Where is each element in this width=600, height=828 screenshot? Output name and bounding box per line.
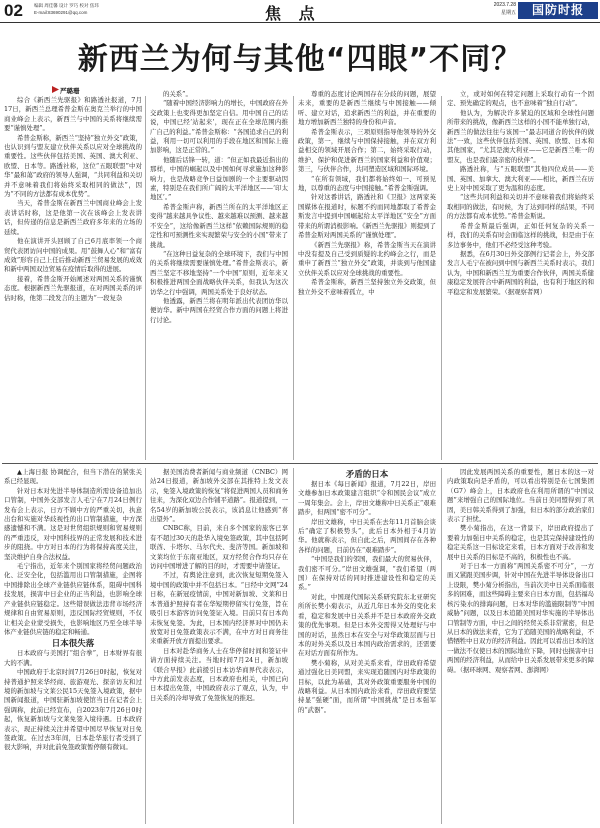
paragraph: 据悉，在6月30日外交部例行记者会上，外交部发言人毛宁在被问到中国与新西兰关系时表示，我们认为，中国和新西兰互为重要合作伙伴，两国关系健康稳定发展符合中新两国的利益，也有利于地区的和平稳定和发展繁荣。（据观察者网） bbox=[447, 249, 594, 296]
paragraph-list bbox=[298, 90, 436, 297]
paragraph-list bbox=[4, 468, 142, 637]
paragraph: 的关系”。 bbox=[163, 90, 192, 98]
author-icon bbox=[52, 86, 59, 93]
editors-info bbox=[34, 2, 99, 16]
main-headline: 新西兰为何与其他“四眼”不同？ bbox=[77, 42, 523, 77]
article2-col1 bbox=[4, 468, 142, 826]
column-rule bbox=[293, 96, 294, 460]
article2-col4 bbox=[447, 468, 594, 826]
paragraph: 中国政府于北京时间7月26日0时起，恢复对持普通护照来华经商、旅游观光、探亲访友和过境的新加坡与文莱公民15天免签入境政策，据中国新闻报道，中国驻新加坡使馆当日在记者会上强调称，此前已经宣布，自2023年7月26日0时起，恢复新加坡与文莱免签入境待遇。日本政府表示，现正持续关注并希望中国尽早恢复对日免签政策。在过去3年间，日本赴华旅行者受到了很大影响，并对此前免签政策暂停颇有微词。 bbox=[4, 668, 142, 752]
paragraph: 对于日本一方面称“两国关系密不可分”，一方面又紧跟美国步调，针对中国在先进半导体设备出口上设限，樊小菊分析指出，当前次美中日关系面临很多的困难，而这些障碍主要来自日本方面，包括福岛核污染水的排海问题，日本对华的滥施限制等“中国威胁”问题，以及日本追随美国对华实施的半导体出口管制等方面，中日之间的经贸关系非常紧密，但是从日本的做法来看，它为了追随美国的战略利益，不惜牺牲中日双方的经济利益。因此可以看出日本的这一做法不仅使日本的国际地位下降，同时也损害中日两国的经济利益，从而给中日关系发展带来更多的障碍。（据环球网、观察者网、澎湃网） bbox=[447, 562, 594, 674]
page-number: 02 bbox=[4, 1, 23, 20]
article1-col1 bbox=[4, 96, 142, 460]
paragraph: 当天，希普金斯在新西兰中国商业峰会上发表讲话时称，这是他第一次在该峰会上发表讲话，但传递的信息是新西兰政府多年来的立场的延续。 bbox=[4, 199, 142, 236]
paragraph: 他随后话锋一转，道：“但正如我最近指出的那样，中国的崛起以及中国如何寻求施加这种影响力，也是战略竞争日益加剧的一个主要驱动因素，特别是在我们所广阔的太平洋地区——‘印太地区’。” bbox=[150, 155, 288, 202]
paragraph-list bbox=[447, 468, 594, 675]
paragraph: 因此发展两国关系的重要性，题日本的这一对内政策取向是矛盾的，可以看出特别是在七国集团（G7）峰会上，日本政府也在利用所谓的“中国议题”来增强自己的国际地位。当前日美同盟得到了巩固，美日韩关系得到了加强，但日本的部分政治家们表示了担忧。 bbox=[447, 468, 594, 524]
paragraph-list bbox=[4, 96, 142, 303]
paragraph-list bbox=[447, 90, 594, 297]
byline: 严璐珊 bbox=[60, 87, 80, 95]
paragraph: “在这种日益复杂的全球环境下，我们与中国的关系将继续需要谨慎处理。”希普金斯表示，新西兰坚定不移地坚持“一个中国”原则，近年来又积极推进两国全面战略伙伴关系，但我认为这次访华之行中强调，两国关系处于良好状态。 bbox=[150, 249, 288, 296]
column-rule bbox=[145, 96, 146, 460]
article1-col2 bbox=[150, 90, 288, 460]
article-divider bbox=[2, 463, 598, 464]
paragraph-list bbox=[298, 480, 436, 715]
subhead: 矛盾的日本 bbox=[345, 470, 389, 480]
paragraph: 岸田文雄称，中日关系在去年11月首脑会谈后“确定了积极势头”，此后日本外相于4月访华。他就称表示，但自此之后，两国间存在各种各样的问题，目前仍在“艰难踏步”。 bbox=[298, 517, 436, 554]
issue-date: 2023.7.28 bbox=[493, 2, 516, 8]
paragraph: 立，或对如何在特定问题上采取行动有一个固定、预先确定的观点，也不意味着“独自行动”。 bbox=[447, 90, 594, 108]
paragraph: 据美国消费者新闻与商业频道（CNBC）网站24日报道，新加坡外交部在其推特上发文表示，免签入境政策的恢复“将促进两国人员和商务往来，为深化双边合作铺平道路”。报道提到，一名54岁的新加坡公民表示，该消息让他感到“喜出望外”。 bbox=[150, 468, 288, 524]
article1-col3 bbox=[298, 90, 436, 460]
paragraph: 毛宁指出，近年来个别国家将经贸问题政治化、泛安全化，包括滥用出口管制措施，企图将中国排除出全球产业链供应链体系，阻碍中国科技发展，损害中日企业的正当利益，也影响全球产业链供应链稳定。这些错误做法违背市场经济规律和自由贸易原则，违反国际经贸规则，不仅让相关企业蒙受损失，也影响地区乃至全球半导体产业链供应链的稳定和畅通。 bbox=[4, 562, 142, 636]
paragraph: 《新西兰先驱报》称，希普金斯当天在演讲中没有提及自己受到质疑的北约峰会之行，而是重申了新西兰“独立外交”政策，并谈到与他国建立伙伴关系以应对全球挑战的重要性。 bbox=[298, 240, 436, 277]
paragraph: 对此，中国现代国际关系研究院东北亚研究所所长樊小菊表示，从近几年日本外交的变化来看，稳定和发展中日关系并不是日本政府外交政策的优先事项。但是日本外交需得又处理好与中国的对话，虽然日本在安全与对华政策层面与日本的对外关系以及日本国内政治需求的，还需要在对话方面有所作为。 bbox=[298, 592, 436, 658]
article1-col4 bbox=[447, 90, 594, 460]
paragraph: 希普金斯最后强调，正如任何复杂的关系一样，我们的关系有时会面临这样的挑战，但是由于在多边事务中，他们不必经受这种考验。 bbox=[447, 221, 594, 249]
paragraph: 希普金斯声称，新西兰所在的太平洋地区正变得“越来越具争议性、越来越难以预测、越来越不安全”，这给像新西兰这样“依赖国际规则的稳定性和可预测性来实现繁荣与安全的小国”带来了挑战。 bbox=[150, 202, 288, 249]
paragraph: “随着中国经济影响力的增长，中国政府在外交政策上也变得更加坚定自信。用中国自己的话说，中国已经‘站起来’，现在正在全球范围内推广自己的利益。”希普金斯称：“各国追求自己的利益，利用一切可以利用的手段在地区和国际上施加影响，这是正常的。” bbox=[150, 99, 288, 155]
paragraph: 希普金斯表示，三项原则指导他领导的外交政策，第一，继续与中国保持接触，并在双方利益相交的领域开展合作；第二，始终采取行动，维护、保护和促进新西兰的国家利益和价值观；第三，与伙伴合作，共同塑造区域和国际环境。 bbox=[298, 127, 436, 174]
article2-col2 bbox=[150, 468, 288, 826]
paragraph: 针对日本对先进半导体制造所需设备追加出口管制，中国外交部发言人毛宁在7月24日例行发布会上表示，日方不顾中方的严重关切，执意出台和实施对华歧视性的出口管制措施，中方深感遗憾和不满。这是对世贸组织规则和贸易规则的严重违反，对中国科技界的正常发展和技术进步的阻挠。中方对日本的行为将保持高度关注，坚决维护自身合法权益。 bbox=[4, 486, 142, 561]
paragraph: 希普金斯称，新西兰“坚持”独立外交“政策，也认识到与盟友建立伙伴关系以应对全球挑战的重要性。这些伙伴包括美国、英国、澳大利亚、欧盟、日本等。路透社称，这位“五眼联盟”中对华“最和蔼”政府的领导人强调，“共同利益和关切并不意味着我们将始终采取相同的做法”，因为“不同的方法都有成本优势”。 bbox=[4, 133, 142, 199]
paragraph: 他在演讲开头回顾了自己6月底率领一个商贸代表团访问中国的成果。用“鼓舞人心”和“富有成效”形容自己上任后推动新西兰贸易发展的成效和新中两国双边贸易在疫情后取得的进展。 bbox=[4, 237, 142, 274]
paragraph: 综合《新西兰先驱报》和路透社报道，7月17日，新西兰总理希普金斯在奥克兰举行的中国商业峰会上表示，新西兰与中国的关系将继续需要“谨慎处理”。 bbox=[4, 96, 142, 133]
subhead: 日本很失落 bbox=[51, 639, 95, 650]
newspaper-logo: 国防时报 bbox=[518, 2, 598, 19]
paragraph: 接着，希普金斯开始阐述对两国关系的谨慎态度。根据新西兰先驱报道，在对两国关系的评估时称，他第二段发言的主题为“一段复杂 bbox=[4, 274, 142, 302]
paragraph-list bbox=[150, 468, 288, 703]
paragraph: 他透露，新西兰将在明年派出代表团访华以便访华。新中两国在经贸合作方面的问题上将进行讨论。 bbox=[150, 296, 288, 324]
paragraph: 日本政府与美国打“组合拳”，日本财界有很大的不满。 bbox=[4, 649, 142, 667]
editors-line: 编辑 周佳馨 设计 罗巧 校对 焦玮 bbox=[34, 3, 99, 8]
paragraph: “这些共同利益和关切并不意味着我们将始终采取相同的做法，有时候，为了达到同样的结果，不同的方法都有成本优势。”希普金斯说。 bbox=[447, 193, 594, 221]
page-header bbox=[0, 0, 600, 23]
paragraph: 樊小菊指出，在这一背景下，岸田政府提出了要着力加强日中关系的稳定，也是其完保持建设性的稳定关系这一目标设定来看，日本方面对于改善和发展中日关系的目标是不高的，积极性也不高。 bbox=[447, 524, 594, 561]
paragraph: 希普金斯称，新西兰坚持独立外交政策，但独立外交不意味着孤立，中 bbox=[298, 278, 436, 296]
column-rule bbox=[441, 468, 442, 824]
paragraph: ▲上海日报 协调配合，但当下潜在的紧张关系已经显现。 bbox=[4, 468, 142, 486]
paragraph: 不过，有舆论注意到，此次恢复短期免签入境中国的政策中并不包括日本。“日经中文网”24日称，在新冠疫情前，中国对新加坡、文莱和日本普通护照持有者在华短期停留实行免签，旨在吸引日本游客访问免签证入境。目前只有日本尚未恢复免签。为此，日本国内经济界对中国仍未放宽对日免签政策表示不满，在中方对日商务往来重新开放方面提出要求。 bbox=[150, 571, 288, 646]
column-rule bbox=[441, 96, 442, 460]
column-rule bbox=[145, 468, 146, 824]
paragraph: CNBC称，目前，来自多个国家的旅客已享有不超过30天的赴华入境免签政策，其中包括阿联酋、卡塔尔、马尔代夫、斐济等国。新加坡和文莱均位于东南亚地区，双方经贸合作均只存在访问中国增进了解的目的时，才需要中请签证。 bbox=[150, 524, 288, 571]
email-line: E-mail:83690291@qq.com bbox=[34, 10, 88, 15]
paragraph: “在所有领域，我们都将始终如一、可预见地，以尊重的态度与中国接触。”希普金斯强调。 bbox=[298, 174, 436, 193]
column-rule bbox=[293, 468, 294, 824]
paragraph-list bbox=[150, 90, 288, 325]
paragraph: 日本对赴华商务人士在华停留时间和签证申请方面持续关注。当地时间7月24日，新加坡《联合早报》此前援引日本访华商界代表表示，中方此前发表态度，日本政府也相关，中国已向日本提出免签，中国政府表示了观点，认为，中日关系的冷却导致了免签恢复的推迟。 bbox=[150, 646, 288, 702]
date-block bbox=[486, 2, 516, 17]
section-title: 焦 点 bbox=[265, 4, 321, 23]
paragraph: 据日本《每日新闻》报道，7月22日，岸田文雄参加日本政策建言组织“令和国民会议”成立一周年集会。会上，岸田文雄称中日关系正“艰难踏步，但两国“密不可分”。 bbox=[298, 480, 436, 517]
paragraph: “中国是我们的邻国，我们最大的贸易伙伴，我们密不可分。”岸田文雄强调，“我们希望（两国）在保持对话的同时推进建设性和稳定的关系。” bbox=[298, 555, 436, 592]
issue-weekday: 星期五 bbox=[500, 9, 516, 16]
paragraph: 他认为，为解决许多紧迫的区域和全球性问题所带来的挑战，像新西兰这样的小国不能单独行动，新西兰的做法往往与该国一“最志同道合的伙伴的做法”一致，这些伙伴包括美国、英国、欧盟、日本和其他国家，“尤其是澳大利亚——它是新西兰唯一的盟友，也是我们最亲密的伙伴”。 bbox=[447, 108, 594, 164]
paragraph: 针对这番讲话，路透社和《卫报》这两家英国媒体在报道时，标题不约而同地都取了希普金斯发言中提到中国崛起给太平洋地区“安全”方面带来的所谓消极影响。《新西兰先驱报》则提到了希普金斯对两国关系的“谨慎处理”。 bbox=[298, 193, 436, 240]
paragraph: 路透社称，与“五眼联盟”其他四位成员——美国、英国、加拿大、澳大利亚——相比，新西兰在历史上对中国采取了更为温和的态度。 bbox=[447, 165, 594, 193]
paragraph-list bbox=[4, 649, 142, 752]
paragraph: 尊重的态度讨论两国存在分歧的问题，展望未来，重要的是新西兰继续与中国接触——倾听、建立对话，追求新西兰的利益，并在重要的地方增加新西兰独特的身份和声音。 bbox=[298, 90, 436, 127]
paragraph: 樊小菊称，从对美关系来看，岸田政府希望通过强化日美同盟，来实现追随国内对华政策的目标，以此为基础，其对外政策重要服务中国的战略利益。从日本国内政治来看，岸田政府要坚持显“强硬”面，而所谓“中国挑战”是日本强军的“武器”。 bbox=[298, 658, 436, 714]
article2-col3 bbox=[298, 468, 436, 826]
